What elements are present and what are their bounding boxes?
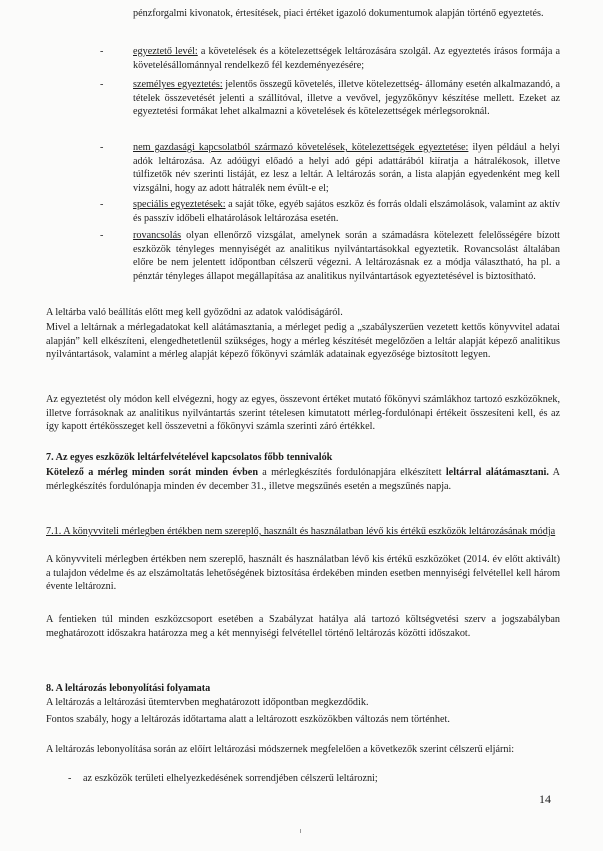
- list-dash: -: [100, 142, 104, 153]
- section-7-bold-phrase: Kötelező a mérleg minden sorát minden évben: [46, 467, 258, 478]
- list-item: [68, 772, 560, 786]
- continued-text: pénzforgalmi kivonatok, értesítések, piaci értéket igazoló dokumentumok alapján történő egyeztetés.: [133, 8, 544, 19]
- list-item-text: az eszközök területi elhelyezkedésének sorrendjében célszerű leltározni;: [83, 773, 378, 784]
- paragraph-fentieken: A fentieken túl minden eszközcsoport esetében a Szabályzat hatálya alá tartozó költségvetési szerv a jogszabályban meghatározott időszakra határozza meg a két mennyiségi felvétellel történő leltározás közötti időszakot.: [46, 614, 560, 639]
- list-item-term: személyes egyeztetés:: [133, 79, 223, 90]
- list-dash: -: [100, 199, 104, 210]
- list-item-text: olyan ellenőrző vizsgálat, amelynek során a számadásra kötelezett felelősségére bízott eszközök tényleges mennyiségét az analitikus nyilvántartásokkal egyeztetik. Rovancsolást általában előre be nem jelentett időpontban célszerű végezni. A leltározásnak ez a módja választható, ha pl. a pénztár tényleges állapot megállapítása az analitikus nyilvántartások egyeztetésével is biztosítható.: [133, 230, 560, 282]
- section-8-paragraph: A leltározás lebonyolítása során az előírt leltározási módszernek megfelelően a következők szerint célszerű eljárni:: [46, 744, 515, 755]
- section-7-heading: 7. Az egyes eszközök leltárfelvételével kapcsolatos főbb tennivalók: [46, 452, 333, 463]
- section-7-1-paragraph: A könyvviteli mérlegben értékben nem szereplő, használt és használatban lévő kis értékű eszközöket (2014. év előtt aktivált) a tulajdon védelme és az elszámoltatás lehetőségének biztosítása érdekében minden esetben mennyiségi felvétellel kell három évente leltározni.: [46, 554, 560, 593]
- list-item-term: egyeztető levél:: [133, 46, 198, 57]
- list-item-term: speciális egyeztetések:: [133, 199, 226, 210]
- section-8-heading: 8. A leltározás lebonyolítási folyamata: [46, 683, 211, 694]
- list-item: [100, 78, 560, 119]
- list-dash: -: [100, 230, 104, 241]
- list-item: [100, 45, 560, 72]
- list-dash: -: [68, 773, 72, 784]
- paragraph-mivel: Mivel a leltárnak a mérlegadatokat kell alátámasztania, a mérleget pedig a „szabályszerűen vezetett kettős könyvvitel adatai alapján” kell elkészíteni, elengedhetetlenül szükséges, hogy a mérleg készítését megelőzően a leltár alapját képező analitikus nyilvántartások, valamint a mérleg alapját képező főkönyvi számlák adatainak egyezősége biztosított legyen.: [46, 322, 560, 361]
- list-dash: -: [100, 79, 104, 90]
- list-item-term: rovancsolás: [133, 230, 182, 241]
- list-item: [100, 198, 560, 225]
- section-7-bold-phrase: leltárral alátámasztani.: [445, 467, 549, 478]
- paragraph-egyeztetes: Az egyeztetést oly módon kell elvégezni, hogy az egyes, összevont értéket mutató főkönyvi számlákhoz tartozó eszközöknek, illetve forrásoknak az analitikus nyilvántartás szerint tételesen kimutatott mérleg-fordulónapi értékeit összesíteni kell, és az így kapott értékösszeget kell összevetni a főkönyvi számla szerinti záró értékkel.: [46, 394, 560, 433]
- section-7-1-heading: 7.1. A könyvviteli mérlegben értékben nem szereplő, használt és használatban lévő kis értékű eszközök leltározásának módja: [46, 526, 556, 537]
- list-item-text: a saját tőke, egyéb sajátos eszköz és forrás oldali elszámolások, valamint az aktív és passzív időbeli elhatárolások leltározása esetén.: [133, 199, 560, 224]
- paragraph-validity: A leltárba való beállítás előtt meg kell győződni az adatok valódiságáról.: [46, 307, 343, 318]
- list-item-text: jelentős összegű követelés, illetve kötelezettség- állomány esetén alkalmazandó, a tételek összevetését jelenti a szállítóval, illetve a vevővel, jegyzőkönyv készítése mellett. Ezeket az egyeztetési formákat lehet alkalmazni a követelések és kötelezettségek mérlegsoroknál.: [133, 79, 560, 118]
- list-item-term: nem gazdasági kapcsolatból származó követelések, kötelezettségek egyeztetése:: [133, 142, 469, 153]
- list-item: [100, 141, 560, 195]
- list-item-text: ilyen például a helyi adók leltározása. Az adóügyi előadó a helyi adó gépi adattárából kiíratja a hátralékosok, illetve túlfizetők név szerinti listáját, ez lesz a leltár. A leltározás során, a lista alapján egyedenként meg kell vizsgálni, hogy az adott hátralék nem évült-e el;: [133, 142, 560, 194]
- section-7-paragraph: Kötelező a mérleg minden sorát minden évben a mérlegkészítés fordulónapjára elkészített leltárral alátámasztani. A mérlegkészítés fordulónapja minden év december 31., illetve megszűnés esetén a megszűnés napja.: [46, 467, 560, 492]
- list-item-text: a követelések és a kötelezettségek leltározására szolgál. Az egyeztetés írásos formája a követelésállománnyal rendelkező fél kezdeményezésére;: [133, 46, 560, 71]
- list-item: [100, 229, 560, 283]
- page-number: 14: [539, 792, 551, 806]
- scan-speck: [300, 829, 301, 833]
- list-dash: -: [100, 46, 104, 57]
- section-8-paragraph: A leltározás a leltározási ütemtervben meghatározott időpontban megkezdődik.: [46, 697, 369, 708]
- section-8-paragraph: Fontos szabály, hogy a leltározás időtartama alatt a leltározott eszközökben változás nem történhet.: [46, 714, 450, 725]
